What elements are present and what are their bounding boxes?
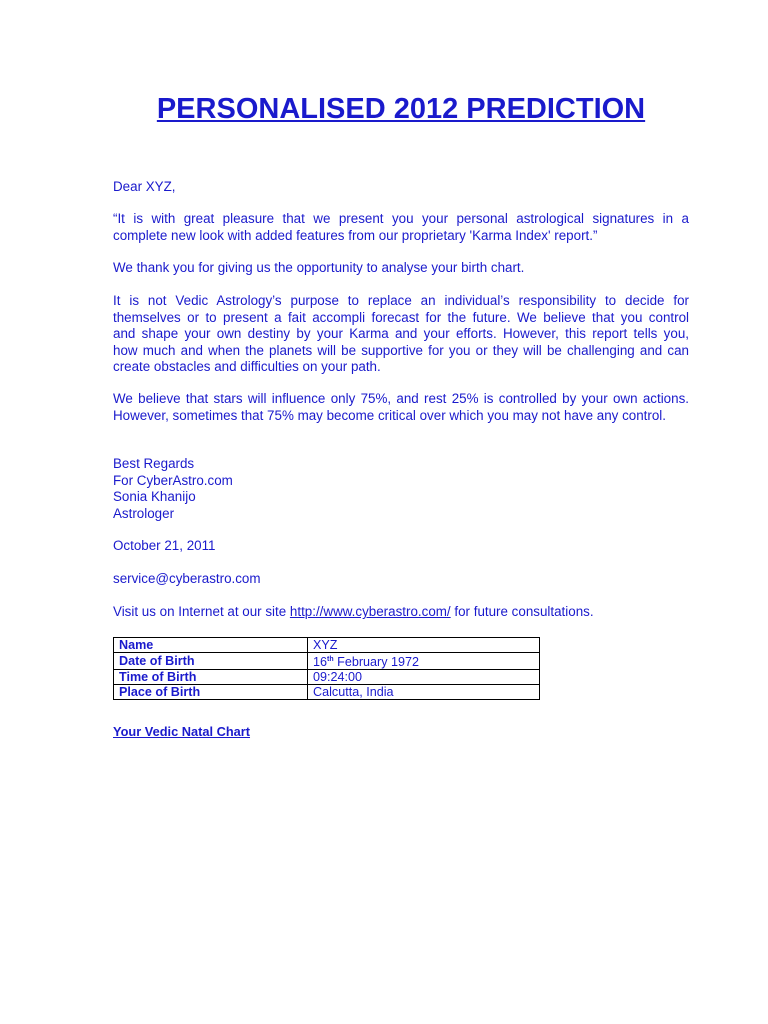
signature-company: For CyberAstro.com — [113, 472, 233, 488]
signature-block — [113, 456, 689, 522]
belief-line-1: We believe that stars will influence only 75%, and rest 25% is controlled by your own actions. — [113, 391, 689, 406]
dob-ordinal: th — [327, 656, 334, 663]
table-row — [114, 685, 540, 700]
purpose-line-5: create obstacles and difficulties on your path. — [113, 359, 381, 374]
dob-day: 16 — [313, 655, 328, 669]
greeting: Dear XYZ, — [113, 179, 176, 194]
dob-month-year: February 1972 — [333, 655, 420, 669]
visit-line — [113, 604, 713, 621]
intro-paragraph — [113, 211, 689, 244]
belief-paragraph — [113, 391, 689, 424]
intro-line-1: “It is with great pleasure that we present you your personal astrological signatures in a — [113, 211, 689, 226]
table-row — [114, 670, 540, 685]
signature-role: Astrologer — [113, 505, 175, 521]
website-link[interactable]: http://www.cyberastro.com/ — [289, 604, 451, 619]
birth-details-table — [113, 637, 540, 700]
tob-value: 09:24:00 — [308, 670, 540, 685]
dob-value — [308, 653, 540, 670]
pob-value: Calcutta, India — [308, 685, 540, 700]
signature-name: Sonia Khanijo — [113, 489, 196, 504]
purpose-line-3: and shape your own destiny by your Karma and your efforts. However, this report tells you, — [113, 326, 689, 341]
purpose-paragraph — [113, 293, 689, 376]
contact-email: service@cyberastro.com — [113, 571, 261, 586]
purpose-line-4: how much and when the planets will be supportive for you or they will be challenging and can — [113, 342, 689, 358]
purpose-line-2: themselves or to present a fait accompli forecast for the future. We believe that you control — [113, 309, 689, 325]
table-row — [114, 638, 540, 653]
belief-line-2: However, sometimes that 75% may become critical over which you may not have any control. — [113, 407, 666, 423]
visit-suffix: for future consultations. — [450, 604, 594, 619]
visit-prefix: Visit us on Internet at our site — [113, 604, 290, 619]
dob-label: Date of Birth — [114, 653, 308, 670]
vedic-natal-chart-link[interactable]: Your Vedic Natal Chart — [113, 724, 251, 739]
tob-label: Time of Birth — [114, 670, 308, 685]
thanks-paragraph: We thank you for giving us the opportunity to analyse your birth chart. — [113, 260, 525, 275]
purpose-line-1: It is not Vedic Astrology’s purpose to replace an individual’s responsibility to decide for — [113, 293, 689, 308]
intro-line-2: complete new look with added features from our proprietary 'Karma Index' report.” — [113, 227, 598, 243]
pob-label: Place of Birth — [114, 685, 308, 700]
page-title: PERSONALISED 2012 PREDICTION — [156, 93, 646, 125]
name-value: XYZ — [308, 638, 540, 653]
letter-date: October 21, 2011 — [113, 538, 216, 553]
name-label: Name — [114, 638, 308, 653]
table-row — [114, 653, 540, 670]
signature-regards: Best Regards — [113, 456, 195, 471]
